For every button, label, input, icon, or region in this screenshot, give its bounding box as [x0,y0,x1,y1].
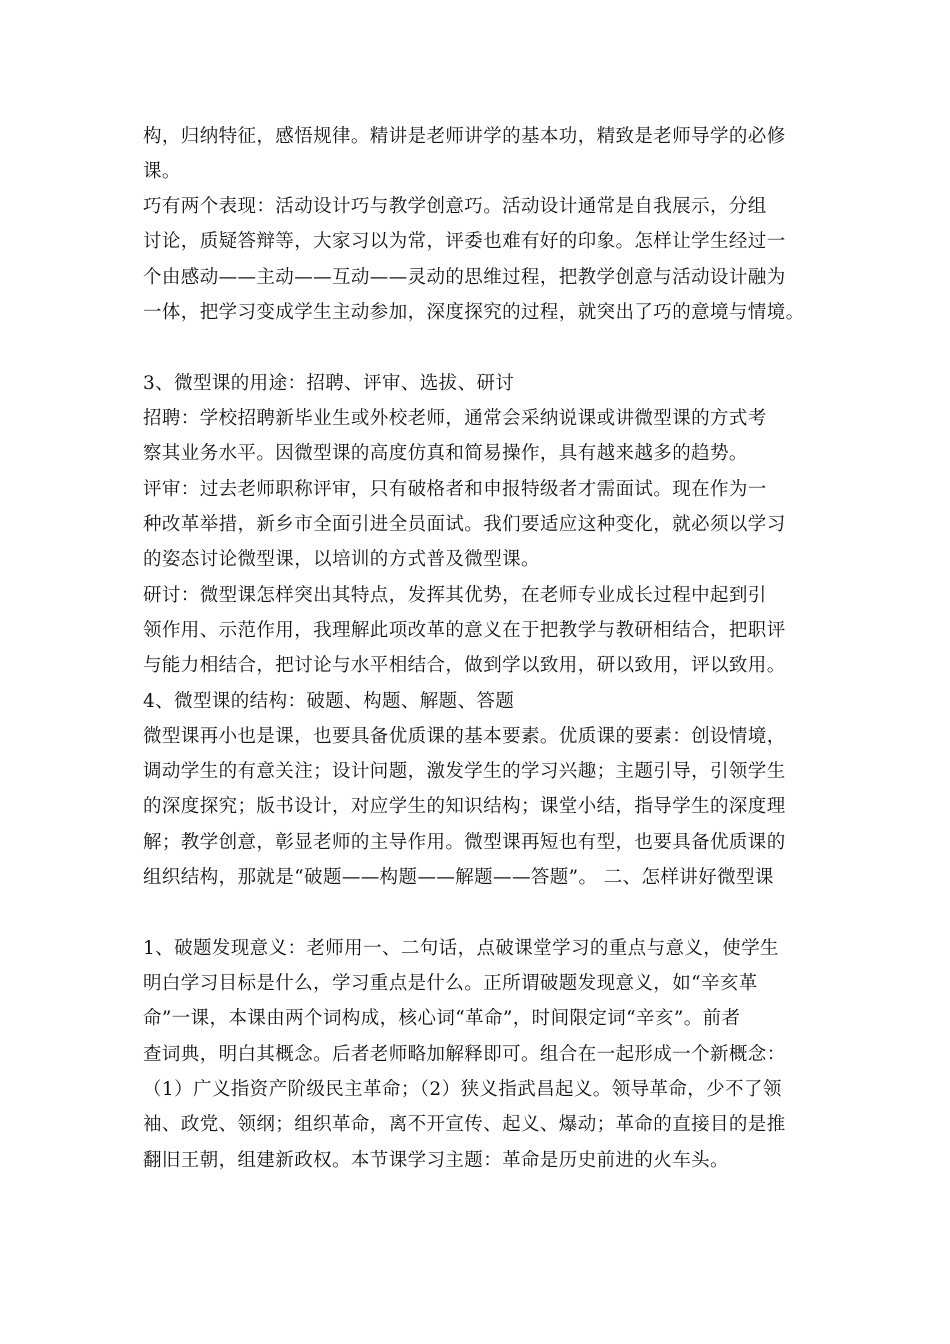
text-line: 的姿态讨论微型课，以培训的方式普及微型课。 [143,549,540,570]
section-heading: 1、破题发现意义：老师用一、二句话，点破课堂学习的重点与意义，使学生 [143,938,779,959]
text-line: 构，归纳特征，感悟规律。精讲是老师讲学的基本功，精致是老师导学的必修 [143,126,786,147]
text-line: 领作用、示范作用，我理解此项改革的意义在于把教学与教研相结合，把职评 [143,620,786,641]
text-line: 课。 [143,161,181,182]
text-line: 评审：过去老师职称评审，只有破格者和申报特级者才需面试。现在作为一 [143,479,767,500]
text-line: 袖、政党、领纲；组织革命，离不开宣传、起义、爆动；革命的直接目的是推 [143,1114,786,1135]
text-line: 解；教学创意，彰显老师的主导作用。微型课再短也有型，也要具备优质课的 [143,832,786,853]
text-line: 一体，把学习变成学生主动参加，深度探究的过程，就突出了巧的意境与情境。 [143,302,805,323]
text-line: 的深度探究；版书设计，对应学生的知识结构；课堂小结，指导学生的深度理 [143,796,786,817]
text-line: 巧有两个表现：活动设计巧与教学创意巧。活动设计通常是自我展示，分组 [143,196,767,217]
text-line: 命”一课，本课由两个词构成，核心词“革命”，时间限定词“辛亥”。前者 [143,1008,741,1029]
text-line: 招聘：学校招聘新毕业生或外校老师，通常会采纳说课或讲微型课的方式考 [143,408,767,429]
text-line: 查词典，明白其概念。后者老师略加解释即可。组合在一起形成一个新概念： [143,1044,786,1065]
text-line: 研讨：微型课怎样突出其特点，发挥其优势，在老师专业成长过程中起到引 [143,585,767,606]
text-line: 个由感动——主动——互动——灵动的思维过程，把教学创意与活动设计融为 [143,267,786,288]
text-line: 调动学生的有意关注；设计问题，激发学生的学习兴趣；主题引导，引领学生 [143,761,786,782]
section-heading: 3、微型课的用途：招聘、评审、选拔、研讨 [143,373,515,394]
text-line: 讨论，质疑答辩等，大家习以为常，评委也难有好的印象。怎样让学生经过一 [143,231,786,252]
text-line: 翻旧王朝，组建新政权。本节课学习主题：革命是历史前进的火车头。 [143,1150,729,1171]
text-line: 察其业务水平。因微型课的高度仿真和简易操作，具有越来越多的趋势。 [143,443,748,464]
text-line: 明白学习目标是什么，学习重点是什么。正所谓破题发现意义，如“辛亥革 [143,973,758,994]
section-heading: 4、微型课的结构：破题、构题、解题、答题 [143,691,515,712]
text-line: 与能力相结合，把讨论与水平相结合，做到学以致用，研以致用，评以致用。 [143,655,786,676]
text-line: 种改革举措，新乡市全面引进全员面试。我们要适应这种变化，就必须以学习 [143,514,786,535]
text-line: （1）广义指资产阶级民主革命；（2）狭义指武昌起义。领导革命，少不了领 [143,1079,782,1100]
text-line: 微型课再小也是课，也要具备优质课的基本要素。优质课的要素：创设情境， [143,726,786,747]
text-line: 组织结构，那就是“破题——构题——解题——答题”。 二、怎样讲好微型课 [143,867,774,888]
